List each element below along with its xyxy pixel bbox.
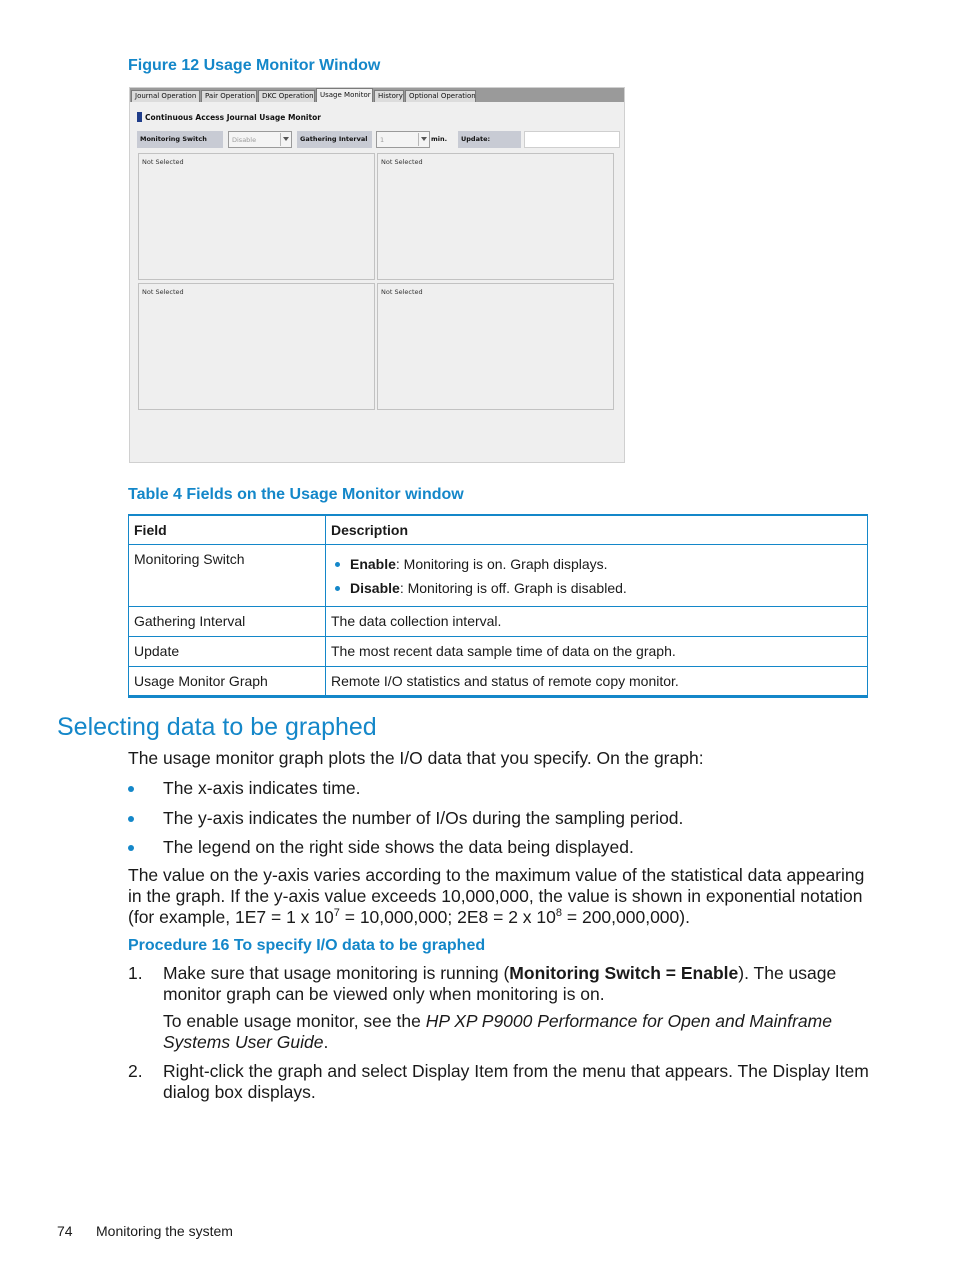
field-cell: Monitoring Switch bbox=[129, 544, 326, 606]
monitoring-switch-label: Monitoring Switch bbox=[137, 131, 223, 148]
footer-section-title: Monitoring the system bbox=[96, 1223, 233, 1239]
graph-status: Not Selected bbox=[381, 288, 423, 296]
description-cell bbox=[326, 544, 868, 606]
field-cell: Usage Monitor Graph bbox=[129, 666, 326, 696]
value-paragraph: The value on the y-axis varies according to the maximum value of the statistical data appearing in the graph. If the y-axis value exceeds 10,000,000, the value is shown in exponential notation (for example, 1E7 = 1 x $10^7 = 10,000,000$; 2E8 = 2 x $10^8 = 200,000,000$). bbox=[128, 865, 865, 927]
usage-graph-3[interactable] bbox=[138, 283, 375, 410]
chevron-down-icon bbox=[283, 137, 289, 141]
panel-marker-icon bbox=[137, 112, 142, 122]
usage-monitor-window-figure bbox=[129, 87, 625, 463]
step-text: Make sure that usage monitoring is running (Monitoring Switch = Enable). The usage monitor graph can be viewed only when monitoring is on. bbox=[163, 963, 837, 1004]
monitoring-switch-select[interactable] bbox=[228, 131, 292, 148]
intro-paragraph: The usage monitor graph plots the I/O data that you specify. On the graph: bbox=[128, 748, 704, 768]
table-row bbox=[129, 606, 868, 636]
column-header-description: Description bbox=[326, 515, 868, 544]
update-label: Update: bbox=[458, 131, 521, 148]
tab-bar bbox=[130, 88, 624, 102]
bullet-icon bbox=[128, 786, 134, 792]
gathering-interval-select[interactable] bbox=[376, 131, 430, 148]
interval-unit: min. bbox=[431, 135, 448, 143]
description-cell: The data collection interval. bbox=[326, 606, 868, 636]
panel-title: Continuous Access Journal Usage Monitor bbox=[137, 112, 321, 122]
procedure-title: Procedure 16 To specify I/O data to be graphed bbox=[128, 937, 486, 954]
step-note: To enable usage monitor, see the HP XP P9000 Performance for Open and Mainframe Systems User Guide. bbox=[163, 1011, 832, 1052]
table-row bbox=[129, 666, 868, 696]
usage-graph-2[interactable] bbox=[377, 153, 614, 280]
table-caption: Table 4 Fields on the Usage Monitor window bbox=[128, 486, 464, 503]
tab-journal-operation[interactable]: Journal Operation bbox=[131, 90, 200, 102]
tab-optional-operation[interactable]: Optional Operation bbox=[405, 90, 476, 102]
description-bullets bbox=[331, 552, 862, 600]
description-cell: Remote I/O statistics and status of remote copy monitor. bbox=[326, 666, 868, 696]
step-number: 2. bbox=[128, 1061, 143, 1081]
description-cell: The most recent data sample time of data on the graph. bbox=[326, 636, 868, 666]
list-item: Enable: Monitoring is on. Graph displays. bbox=[350, 552, 862, 576]
step-number: 1. bbox=[128, 963, 143, 983]
chevron-down-icon bbox=[421, 137, 427, 141]
list-item: Disable: Monitoring is off. Graph is disabled. bbox=[350, 576, 862, 600]
bullet-icon bbox=[128, 845, 134, 851]
table-row bbox=[129, 544, 868, 606]
field-cell: Update bbox=[129, 636, 326, 666]
graph-status: Not Selected bbox=[142, 288, 184, 296]
step-text: Right-click the graph and select Display Item from the menu that appears. The Display Item dialog box displays. bbox=[163, 1061, 869, 1102]
page-number: 74 bbox=[57, 1223, 73, 1239]
figure-caption: Figure 12 Usage Monitor Window bbox=[128, 57, 381, 74]
table-row bbox=[129, 636, 868, 666]
section-heading: Selecting data to be graphed bbox=[57, 713, 377, 741]
tab-usage-monitor[interactable]: Usage Monitor bbox=[316, 88, 373, 102]
field-cell: Gathering Interval bbox=[129, 606, 326, 636]
tab-history[interactable]: History bbox=[374, 90, 404, 102]
usage-graph-1[interactable] bbox=[138, 153, 375, 280]
column-header-field: Field bbox=[129, 515, 326, 544]
monitoring-switch-value: Disable bbox=[232, 136, 257, 144]
usage-graph-4[interactable] bbox=[377, 283, 614, 410]
update-value bbox=[524, 131, 620, 148]
graph-status: Not Selected bbox=[142, 158, 184, 166]
gathering-interval-value: 1 bbox=[380, 136, 385, 144]
graph-status: Not Selected bbox=[381, 158, 423, 166]
table-header-row bbox=[129, 515, 868, 544]
tab-dkc-operation[interactable]: DKC Operation bbox=[258, 90, 315, 102]
tab-pair-operation[interactable]: Pair Operation bbox=[201, 90, 257, 102]
bullet-icon bbox=[128, 816, 134, 822]
gathering-interval-label: Gathering Interval bbox=[297, 131, 372, 148]
fields-table bbox=[128, 514, 868, 698]
